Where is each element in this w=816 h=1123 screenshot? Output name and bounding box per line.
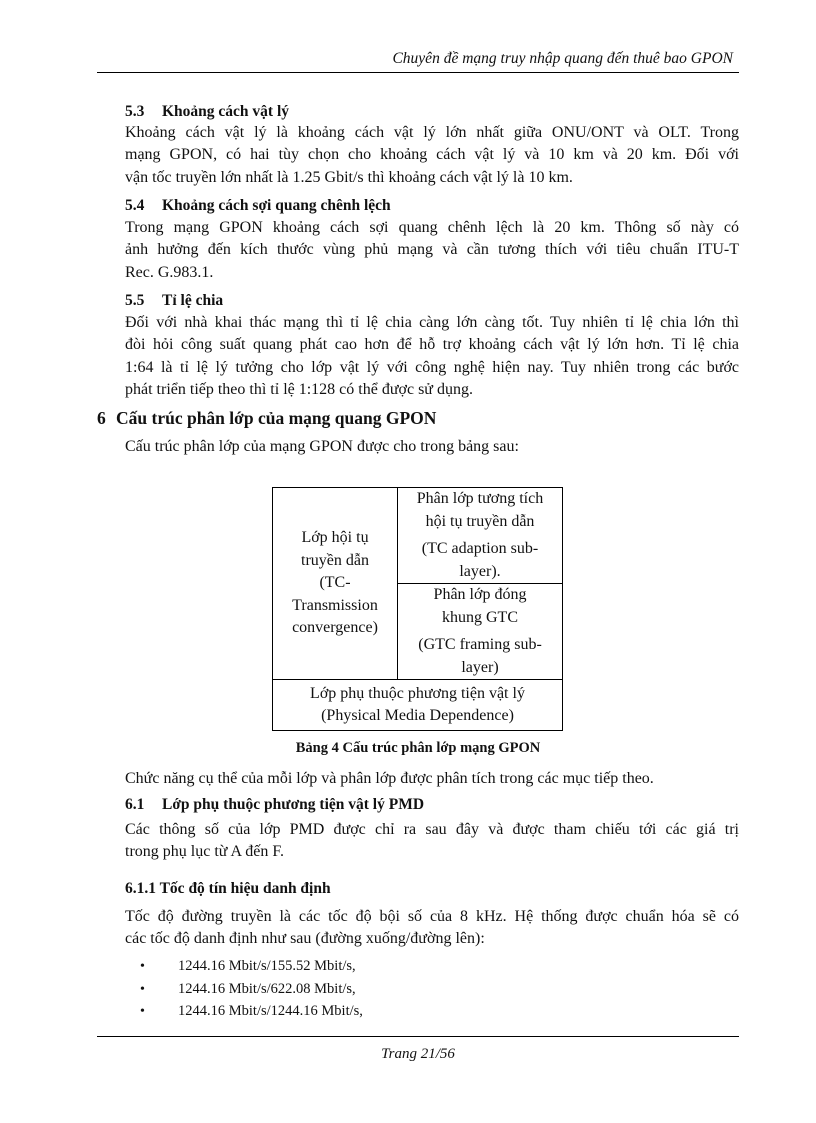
text-line: Trong mạng GPON khoảng cách sợi quang chênh lệch là 20 km. Thông số này có xyxy=(125,219,739,236)
paragraph-5-4 xyxy=(125,217,739,284)
layer-structure-table xyxy=(272,487,563,731)
list-item xyxy=(140,955,363,978)
text-line: các tốc độ danh định như sau (đường xuống/đường lên): xyxy=(125,930,485,948)
section-title: Tỉ lệ chia xyxy=(162,292,224,309)
cell-text: truyền dẫn xyxy=(301,551,369,569)
cell-text: layer) xyxy=(461,658,499,676)
text-line: Chức năng cụ thể của mỗi lớp và phân lớp được phân tích trong các mục tiếp theo. xyxy=(125,770,654,787)
section-heading-5-3 xyxy=(125,103,289,121)
section-title: Khoảng cách vật lý xyxy=(162,103,290,120)
section-heading-6-1-1: 6.1.1 Tốc độ tín hiệu danh định xyxy=(125,880,331,897)
list-item-text: 1244.16 Mbit/s/155.52 Mbit/s, xyxy=(178,958,356,974)
paragraph-5-5 xyxy=(125,312,739,401)
gtc-framing-cell xyxy=(398,584,563,680)
section-number: 6.1 xyxy=(125,796,145,813)
text-line: Cấu trúc phân lớp của mạng GPON được cho trong bảng sau: xyxy=(125,438,519,455)
text-line: Các thông số của lớp PMD được chỉ ra sau đây và được tham chiếu tới các giá trị xyxy=(125,821,739,838)
cell-text: convergence) xyxy=(292,619,378,637)
footer-divider xyxy=(97,1036,739,1037)
section-title: Khoảng cách sợi quang chênh lệch xyxy=(162,197,391,214)
text-line: đòi hỏi công suất quang phát cao hơn để hỗ trợ khoảng cách vật lý lớn hơn. Tỉ lệ chia xyxy=(125,336,739,354)
section-title: Lớp phụ thuộc phương tiện vật lý PMD xyxy=(162,796,425,813)
text-line: Đối với nhà khai thác mạng thì tỉ lệ chia càng lớn càng tốt. Tuy nhiên tỉ lệ chia lớn thì xyxy=(125,314,739,331)
text-line: vận tốc truyền lớn nhất là 1.25 Gbit/s thì khoảng cách vật lý là 10 km. xyxy=(125,168,573,186)
section-number: 6 xyxy=(97,408,106,428)
paragraph-6-intro xyxy=(125,436,739,458)
cell-text: Phân lớp tương tích xyxy=(416,490,544,507)
bullet-icon: • xyxy=(140,981,145,997)
list-item xyxy=(140,1000,363,1023)
list-item-text: 1244.16 Mbit/s/622.08 Mbit/s, xyxy=(178,980,356,997)
paragraph-6-1-1 xyxy=(125,906,739,951)
cell-text: hội tụ truyền dẫn xyxy=(425,512,535,530)
cell-text: (Physical Media Dependence) xyxy=(321,707,514,724)
section-title: Cấu trúc phân lớp của mạng quang GPON xyxy=(116,408,437,428)
tc-adaption-cell xyxy=(398,488,563,584)
text-line: ảnh hưởng đến kích thước vùng phủ mạng và cần tương thích với tiêu chuẩn ITU-T xyxy=(125,241,739,259)
section-number: 5.4 xyxy=(125,197,145,214)
cell-text: Lớp hội tụ xyxy=(301,529,369,547)
cell-text: (TC- xyxy=(319,574,351,592)
paragraph-6-1 xyxy=(125,819,739,864)
section-heading-5-4 xyxy=(125,197,391,215)
text-line: Rec. G.983.1. xyxy=(125,263,214,281)
cell-text: Phân lớp đóng xyxy=(433,586,527,603)
list-item xyxy=(140,978,363,1001)
pmd-layer-cell xyxy=(273,680,563,731)
bullet-icon: • xyxy=(140,959,145,974)
table-caption: Bảng 4 Cấu trúc phân lớp mạng GPON xyxy=(295,740,541,756)
text-line: 1:64 là tỉ lệ lý tưởng cho lớp vật lý với công nghệ hiện nay. Tuy nhiên trong các bước xyxy=(125,358,739,376)
text-line: mạng GPON, có hai tùy chọn cho khoảng cách vật lý và 10 km và 20 km. Đối với xyxy=(125,146,739,164)
text-line: Khoảng cách vật lý là khoảng cách vật lý lớn nhất giữa ONU/ONT và OLT. Trong xyxy=(125,124,739,141)
header-divider xyxy=(97,72,739,73)
page-number: Trang 21/56 xyxy=(381,1046,455,1062)
cell-text: (GTC framing sub- xyxy=(418,636,542,653)
section-number: 5.3 xyxy=(125,103,145,120)
text-line: Tốc độ đường truyền là các tốc độ bội số của 8 kHz. Hệ thống được chuẩn hóa sẽ có xyxy=(125,908,739,925)
paragraph-5-3 xyxy=(125,122,739,189)
cell-text: Lớp phụ thuộc phương tiện vật lý xyxy=(310,684,525,702)
section-heading-6-1 xyxy=(125,796,424,814)
cell-text: Transmission xyxy=(292,596,378,614)
bullet-icon: • xyxy=(140,1004,145,1019)
list-item-text: 1244.16 Mbit/s/1244.16 Mbit/s, xyxy=(178,1003,363,1019)
text-line: phát triển tiếp theo thì tỉ lệ 1:128 có thể được sử dụng. xyxy=(125,380,473,398)
cell-text: (TC adaption sub- xyxy=(421,540,539,557)
tc-layer-cell xyxy=(273,488,398,680)
running-header: Chuyên đề mạng truy nhập quang đến thuê bao GPON xyxy=(392,50,733,67)
cell-text: khung GTC xyxy=(442,608,518,626)
section-heading-6 xyxy=(97,408,436,429)
section-heading-5-5 xyxy=(125,292,223,310)
text-line: trong phụ lục từ A đến F. xyxy=(125,843,284,861)
rate-list xyxy=(140,955,363,1023)
cell-text: layer). xyxy=(459,562,501,580)
section-number: 5.5 xyxy=(125,292,145,309)
paragraph-after-table xyxy=(125,768,739,790)
